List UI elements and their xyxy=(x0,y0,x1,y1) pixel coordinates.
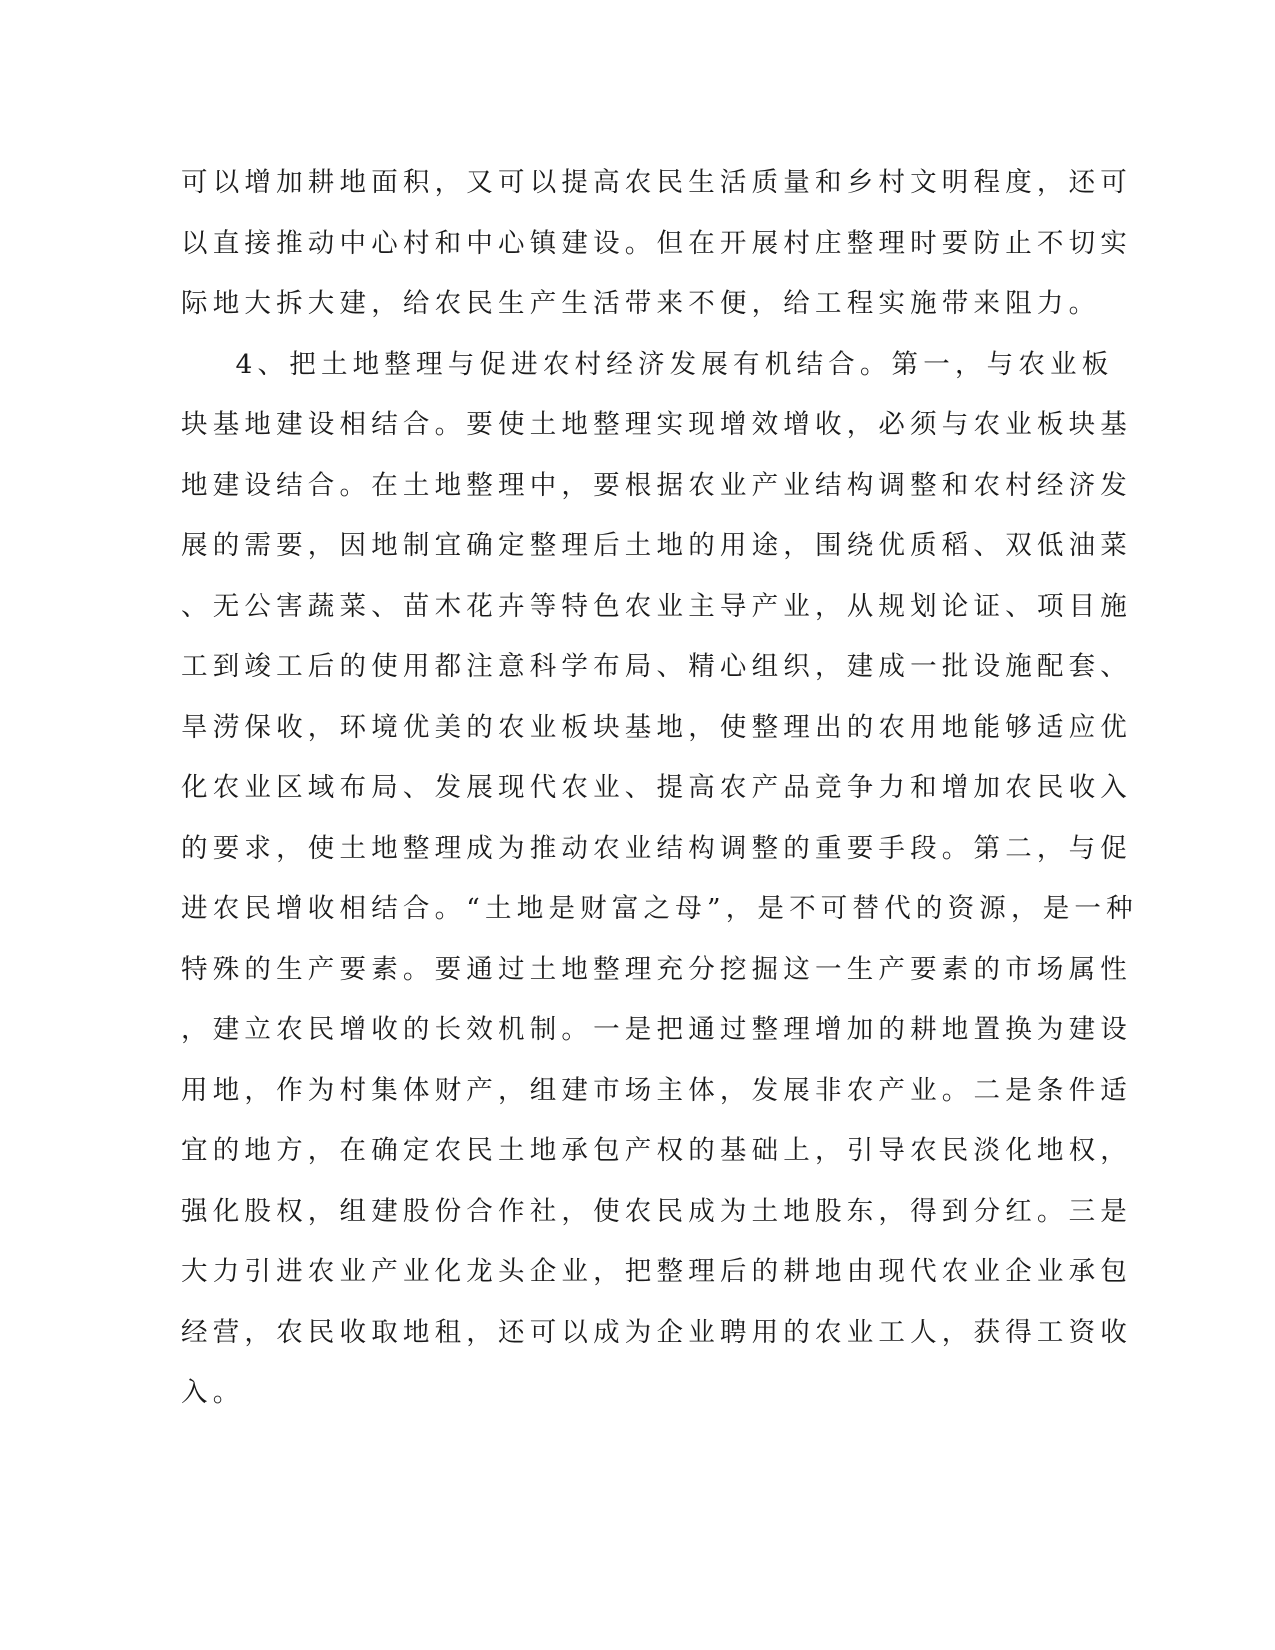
text-line: 入。 xyxy=(181,1377,245,1408)
text-line: 宜的地方，在确定农民土地承包产权的基础上，引导农民淡化地权， xyxy=(181,1135,1132,1166)
text-line: 工到竣工后的使用都注意科学布局、精心组织，建成一批设施配套、 xyxy=(181,651,1132,682)
text-line: 4、把土地整理与促进农村经济发展有机结合。第一，与农业板 xyxy=(181,348,1114,380)
text-line: 块基地建设相结合。要使土地整理实现增效增收，必须与农业板块基 xyxy=(181,409,1132,440)
text-line: 进农民增收相结合。“土地是财富之母”，是不可替代的资源，是一种 xyxy=(181,893,1138,924)
text-line: 大力引进农业产业化龙头企业，把整理后的耕地由现代农业企业承包 xyxy=(181,1256,1132,1287)
text-line: 以直接推动中心村和中心镇建设。但在开展村庄整理时要防止不切实 xyxy=(181,227,1132,259)
text-line: 可以增加耕地面积，又可以提高农民生活质量和乡村文明程度，还可 xyxy=(181,167,1132,198)
body-text xyxy=(181,160,1138,1431)
text-line: 、无公害蔬菜、苗木花卉等特色农业主导产业，从规划论证、项目施 xyxy=(181,590,1132,622)
text-line: 化农业区域布局、发展现代农业、提高农产品竞争力和增加农民收入 xyxy=(181,772,1132,803)
text-line: ，建立农民增收的长效机制。一是把通过整理增加的耕地置换为建设 xyxy=(181,1014,1132,1045)
text-line: 展的需要，因地制宜确定整理后土地的用途，围绕优质稻、双低油菜 xyxy=(181,530,1132,561)
text-line: 经营，农民收取地租，还可以成为企业聘用的农业工人，获得工资收 xyxy=(181,1316,1132,1348)
text-line: 特殊的生产要素。要通过土地整理充分挖掘这一生产要素的市场属性 xyxy=(181,953,1132,985)
text-line: 际地大拆大建，给农民生产生活带来不便，给工程实施带来阻力。 xyxy=(181,288,1101,319)
text-line: 地建设结合。在土地整理中，要根据农业产业结构调整和农村经济发 xyxy=(181,469,1132,501)
text-line: 的要求，使土地整理成为推动农业结构调整的重要手段。第二，与促 xyxy=(181,832,1132,864)
text-line: 旱涝保收，环境优美的农业板块基地，使整理出的农用地能够适应优 xyxy=(181,711,1132,743)
text-line: 强化股权，组建股份合作社，使农民成为土地股东，得到分红。三是 xyxy=(181,1195,1132,1227)
text-line: 用地，作为村集体财产，组建市场主体，发展非农产业。二是条件适 xyxy=(181,1074,1132,1106)
